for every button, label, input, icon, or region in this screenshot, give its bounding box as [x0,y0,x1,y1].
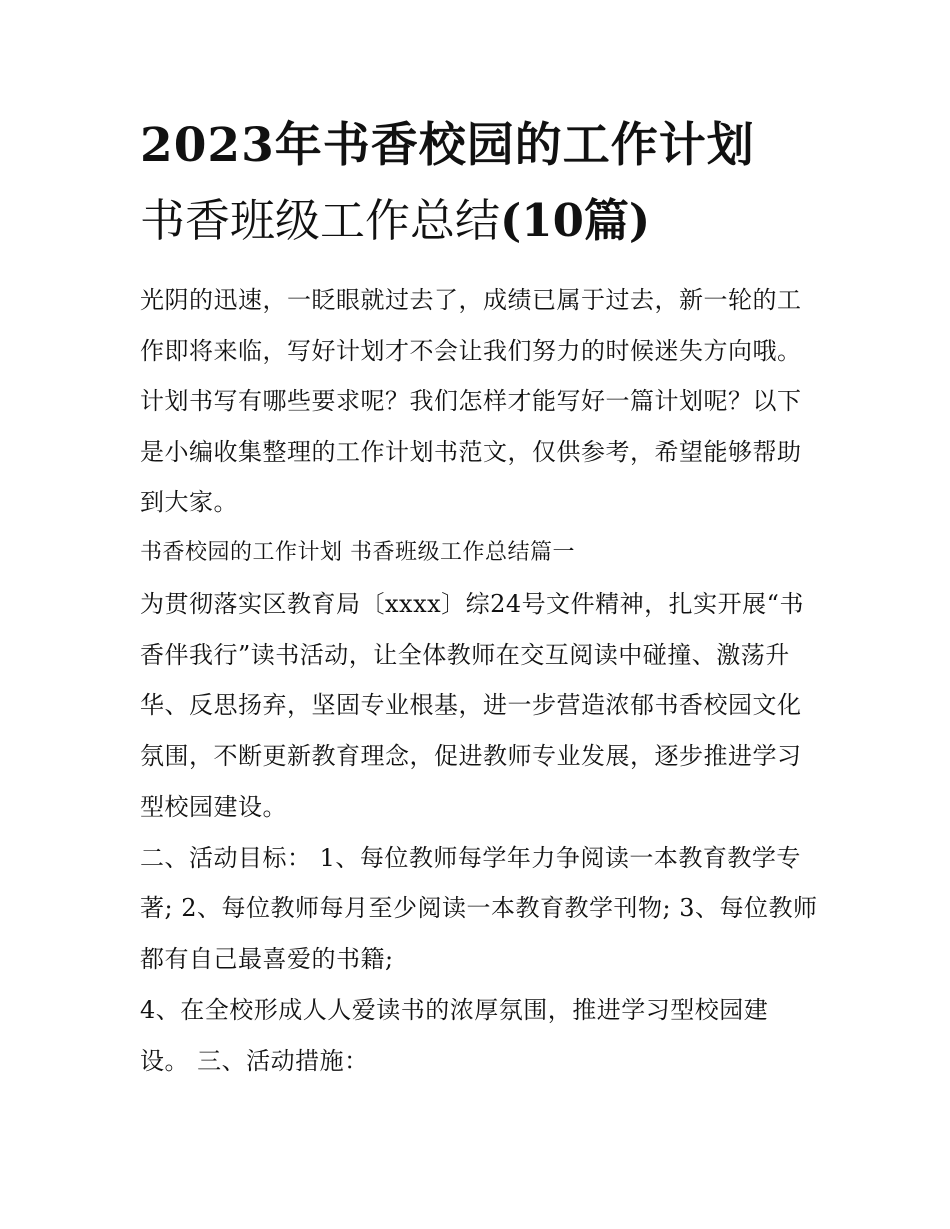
body-line: 设。 三、活动措施： [140,1047,369,1075]
body-line: 到大家。 [140,488,238,516]
body-line: 二、活动目标： 1、每位教师每学年力争阅读一本教育教学专 [140,844,801,872]
body-line: 华、反思扬弃，坚固专业根基，进一步营造浓郁书香校园文化 [140,691,802,719]
document-title: 2023年书香校园的工作计划 [140,118,755,173]
subtitle-count: (10篇) [500,194,651,247]
body-line: 计划书写有哪些要求呢？我们怎样才能写好一篇计划呢？以下 [140,387,802,415]
subtitle-text: 书香班级工作总结 [140,194,501,247]
section-heading: 书香校园的工作计划 书香班级工作总结篇一 [140,540,575,565]
body-line: 氛围，不断更新教育理念，促进教师专业发展，逐步推进学习 [140,742,802,770]
body-line: 香伴我行”读书活动，让全体教师在交互阅读中碰撞、激荡升 [140,641,790,669]
document-subtitle [140,194,840,247]
body-line: 为贯彻落实区教育局〔xxxx〕综24号文件精神，扎实开展“书 [140,590,804,618]
body-line: 是小编收集整理的工作计划书范文，仅供参考，希望能够帮助 [140,438,802,466]
body-line: 著; 2、每位教师每月至少阅读一本教育教学刊物; 3、每位教师 [140,894,818,922]
body-line: 光阴的迅速，一眨眼就过去了，成绩已属于过去，新一轮的工 [140,286,802,314]
body-line: 都有自己最喜爱的书籍; [140,945,394,973]
body-line: 作即将来临，写好计划才不会让我们努力的时候迷失方向哦。 [140,337,802,365]
body-line: 型校园建设。 [140,793,287,821]
body-line: 4、在全校形成人人爱读书的浓厚氛围，推进学习型校园建 [140,996,769,1024]
